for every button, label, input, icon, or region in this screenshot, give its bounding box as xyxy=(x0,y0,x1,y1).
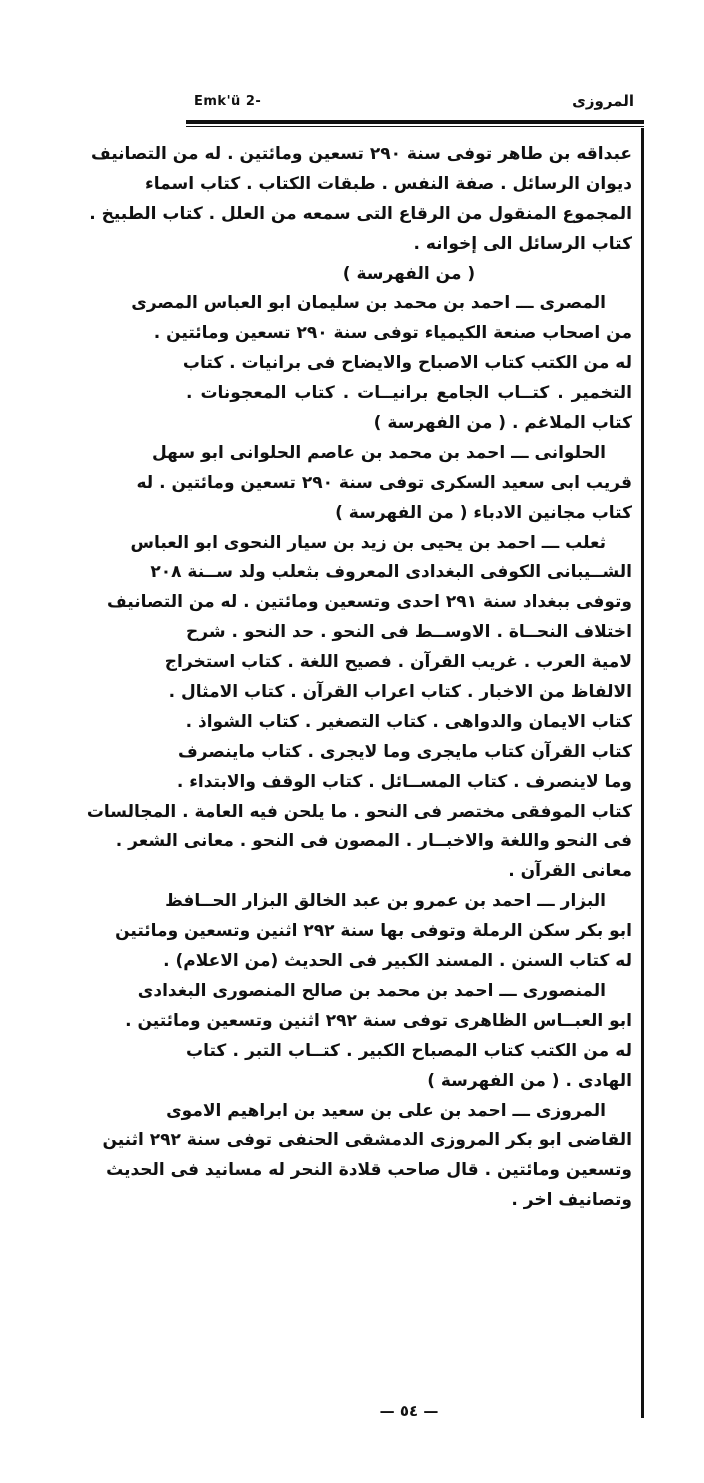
text-line: الهادى . ( من الفهرسة ) xyxy=(427,1070,632,1091)
text-line: وتسعين ومائتين . قال صاحب قلادة النحر له مسانيد فى الحديث xyxy=(106,1160,632,1181)
text-line: المجموع المنقول من الرقاع التى سمعه من العلل . كتاب الطبيخ . xyxy=(89,203,632,224)
header-rule-thin xyxy=(186,126,644,127)
text-line: الشــيبانى الكوفى البغدادى المعروف بثعلب ولد ســنة ٢٠٨ xyxy=(150,562,632,583)
text-line: من اصحاب صنعة الكيمياء توفى سنة ٢٩٠ تسعين ومائتين . xyxy=(153,323,632,344)
running-title: المروزى xyxy=(572,92,634,110)
entry-heading-line: البزار ـــ احمد بن عمرو بن عبد الخالق البزار الحــافظ xyxy=(165,891,606,912)
text-line: كتاب القرآن كتاب مايجرى وما لايجرى . كتاب ماينصرف xyxy=(178,741,632,762)
text-line: وتوفى ببغداد سنة ٢٩١ احدى وتسعين ومائتين . له من التصانيف xyxy=(107,592,632,613)
page-header xyxy=(186,88,644,118)
text-line: قريب ابى سعيد السكرى توفى سنة ٢٩٠ تسعين ومائتين . له xyxy=(136,472,632,493)
text-line: معانى القرآن . xyxy=(508,861,632,882)
text-line: ابو بكر سكن الرملة وتوفى بها سنة ٢٩٢ اثنين وتسعين ومائتين xyxy=(115,921,632,942)
volume-label: Emk'ü 2- xyxy=(194,94,262,109)
text-line: ابو العبــاس الظاهرى توفى سنة ٢٩٢ اثنين وتسعين ومائتين . xyxy=(125,1010,632,1031)
text-line: كتاب الموفقى مختصر فى النحو . ما يلحن فيه العامة . المجالسات xyxy=(86,801,632,822)
text-line: له من الكتب كتاب الاصباح والايضاح فى برانيات . كتاب xyxy=(182,353,632,374)
text-line: كتاب الملاغم . ( من الفهرسة ) xyxy=(373,413,632,434)
body-text xyxy=(86,140,632,1216)
margin-line xyxy=(641,128,644,1418)
text-line: له كتاب السنن . المسند الكبير فى الحديث (من الاعلام) . xyxy=(163,951,632,972)
text-line: كتاب الرسائل الى إخوانه . xyxy=(413,233,632,254)
entry-heading-line: المروزى ـــ احمد بن على بن سعيد بن ابراهيم الاموى xyxy=(166,1100,606,1121)
text-line: لامية العرب . غريب القرآن . فصيح اللغة . كتاب استخراج xyxy=(164,652,632,673)
entry-heading-line: ثعلب ـــ احمد بن يحيى بن زيد بن سيار النحوى ابو العباس xyxy=(130,532,606,553)
entry-heading-line: الحلوانى ـــ احمد بن محمد بن عاصم الحلوانى ابو سهل xyxy=(151,442,606,463)
text-line: وما لاينصرف . كتاب المســائل . كتاب الوقف والابتداء . xyxy=(176,771,632,792)
text-line: كتاب الايمان والدواهى . كتاب التصغير . كتاب الشواذ . xyxy=(185,711,632,732)
text-line: وتصانيف اخر . xyxy=(511,1190,632,1211)
header-rule xyxy=(186,120,644,124)
text-line: اختلاف النحــاة . الاوســط فى النحو . حد النحو . شرح xyxy=(186,622,632,643)
entry-heading-line: المنصورى ـــ احمد بن محمد بن صالح المنصورى البغدادى xyxy=(137,980,606,1001)
text-line: فى النحو واللغة والاخبــار . المصون فى النحو . معانى الشعر . xyxy=(115,831,632,852)
text-line: عبداقه بن طاهر توفى سنة ٢٩٠ تسعين ومائتين . له من التصانيف xyxy=(90,144,632,164)
text-line: الالفاظ من الاخبار . كتاب اعراب القرآن . كتاب الامثال . xyxy=(168,682,632,703)
text-line: ديوان الرسائل . صفة النفس . طبقات الكتاب . كتاب اسماء xyxy=(145,173,632,194)
text-line: القاضى ابو بكر المروزى الدمشقى الحنفى توفى سنة ٢٩٢ اثنين xyxy=(102,1130,632,1151)
entry-heading-line: المصرى ـــ احمد بن محمد بن سليمان ابو العباس المصرى xyxy=(131,293,606,314)
text-line: له من الكتب كتاب المصباح الكبير . كتــاب التبر . كتاب xyxy=(186,1040,632,1061)
text-line: كتاب مجانين الادباء ( من الفهرسة ) xyxy=(335,502,632,523)
source-note: ( من الفهرسة ) xyxy=(342,263,476,284)
page-number: — ٥٤ — xyxy=(379,1402,439,1420)
text-line: التخمير . كتــاب الجامع برانيــات . كتاب المعجونات . xyxy=(186,383,632,404)
